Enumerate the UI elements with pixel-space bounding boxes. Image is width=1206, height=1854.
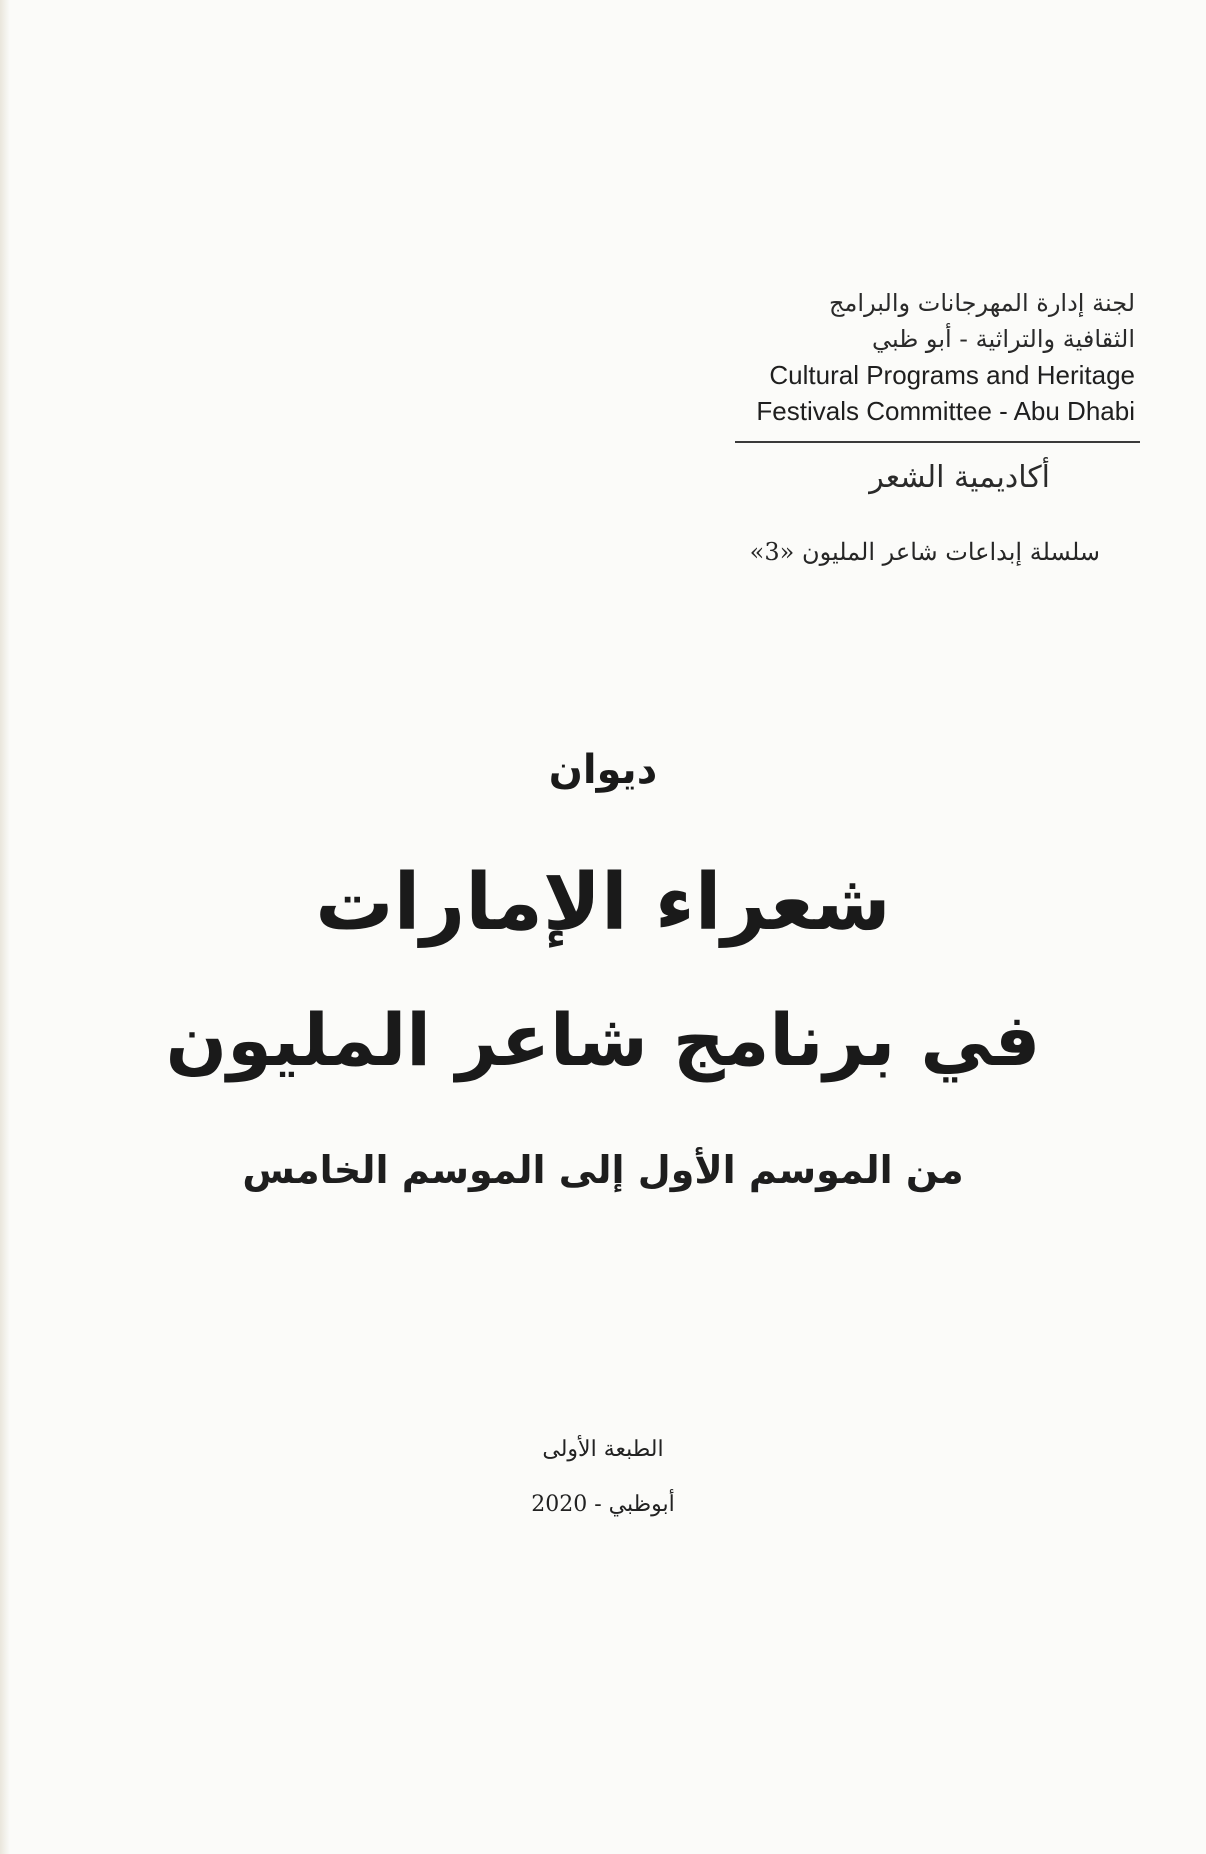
publisher-block [735,285,1135,429]
book-label: ديوان [548,747,658,793]
header-divider [735,441,1140,443]
academy-name: أكاديمية الشعر [869,460,1050,495]
publisher-arabic-line2: الثقافية والتراثية - أبو ظبي [871,325,1135,353]
publisher-arabic-line1: لجنة إدارة المهرجانات والبرامج [829,289,1135,317]
publisher-english-line2: Festivals Committee - Abu Dhabi [756,396,1135,426]
edition-place-year: أبوظبي - 2020 [531,1492,675,1517]
book-subtitle: من الموسم الأول إلى الموسم الخامس [242,1148,964,1192]
edition-label: الطبعة الأولى [542,1437,664,1462]
series-title: سلسلة إبداعات شاعر المليون «3» [749,538,1100,566]
book-title-line1: شعراء الإمارات [315,858,891,948]
publisher-english-line1: Cultural Programs and Heritage [769,360,1135,390]
book-title-line2: في برنامج شاعر المليون [165,998,1041,1082]
